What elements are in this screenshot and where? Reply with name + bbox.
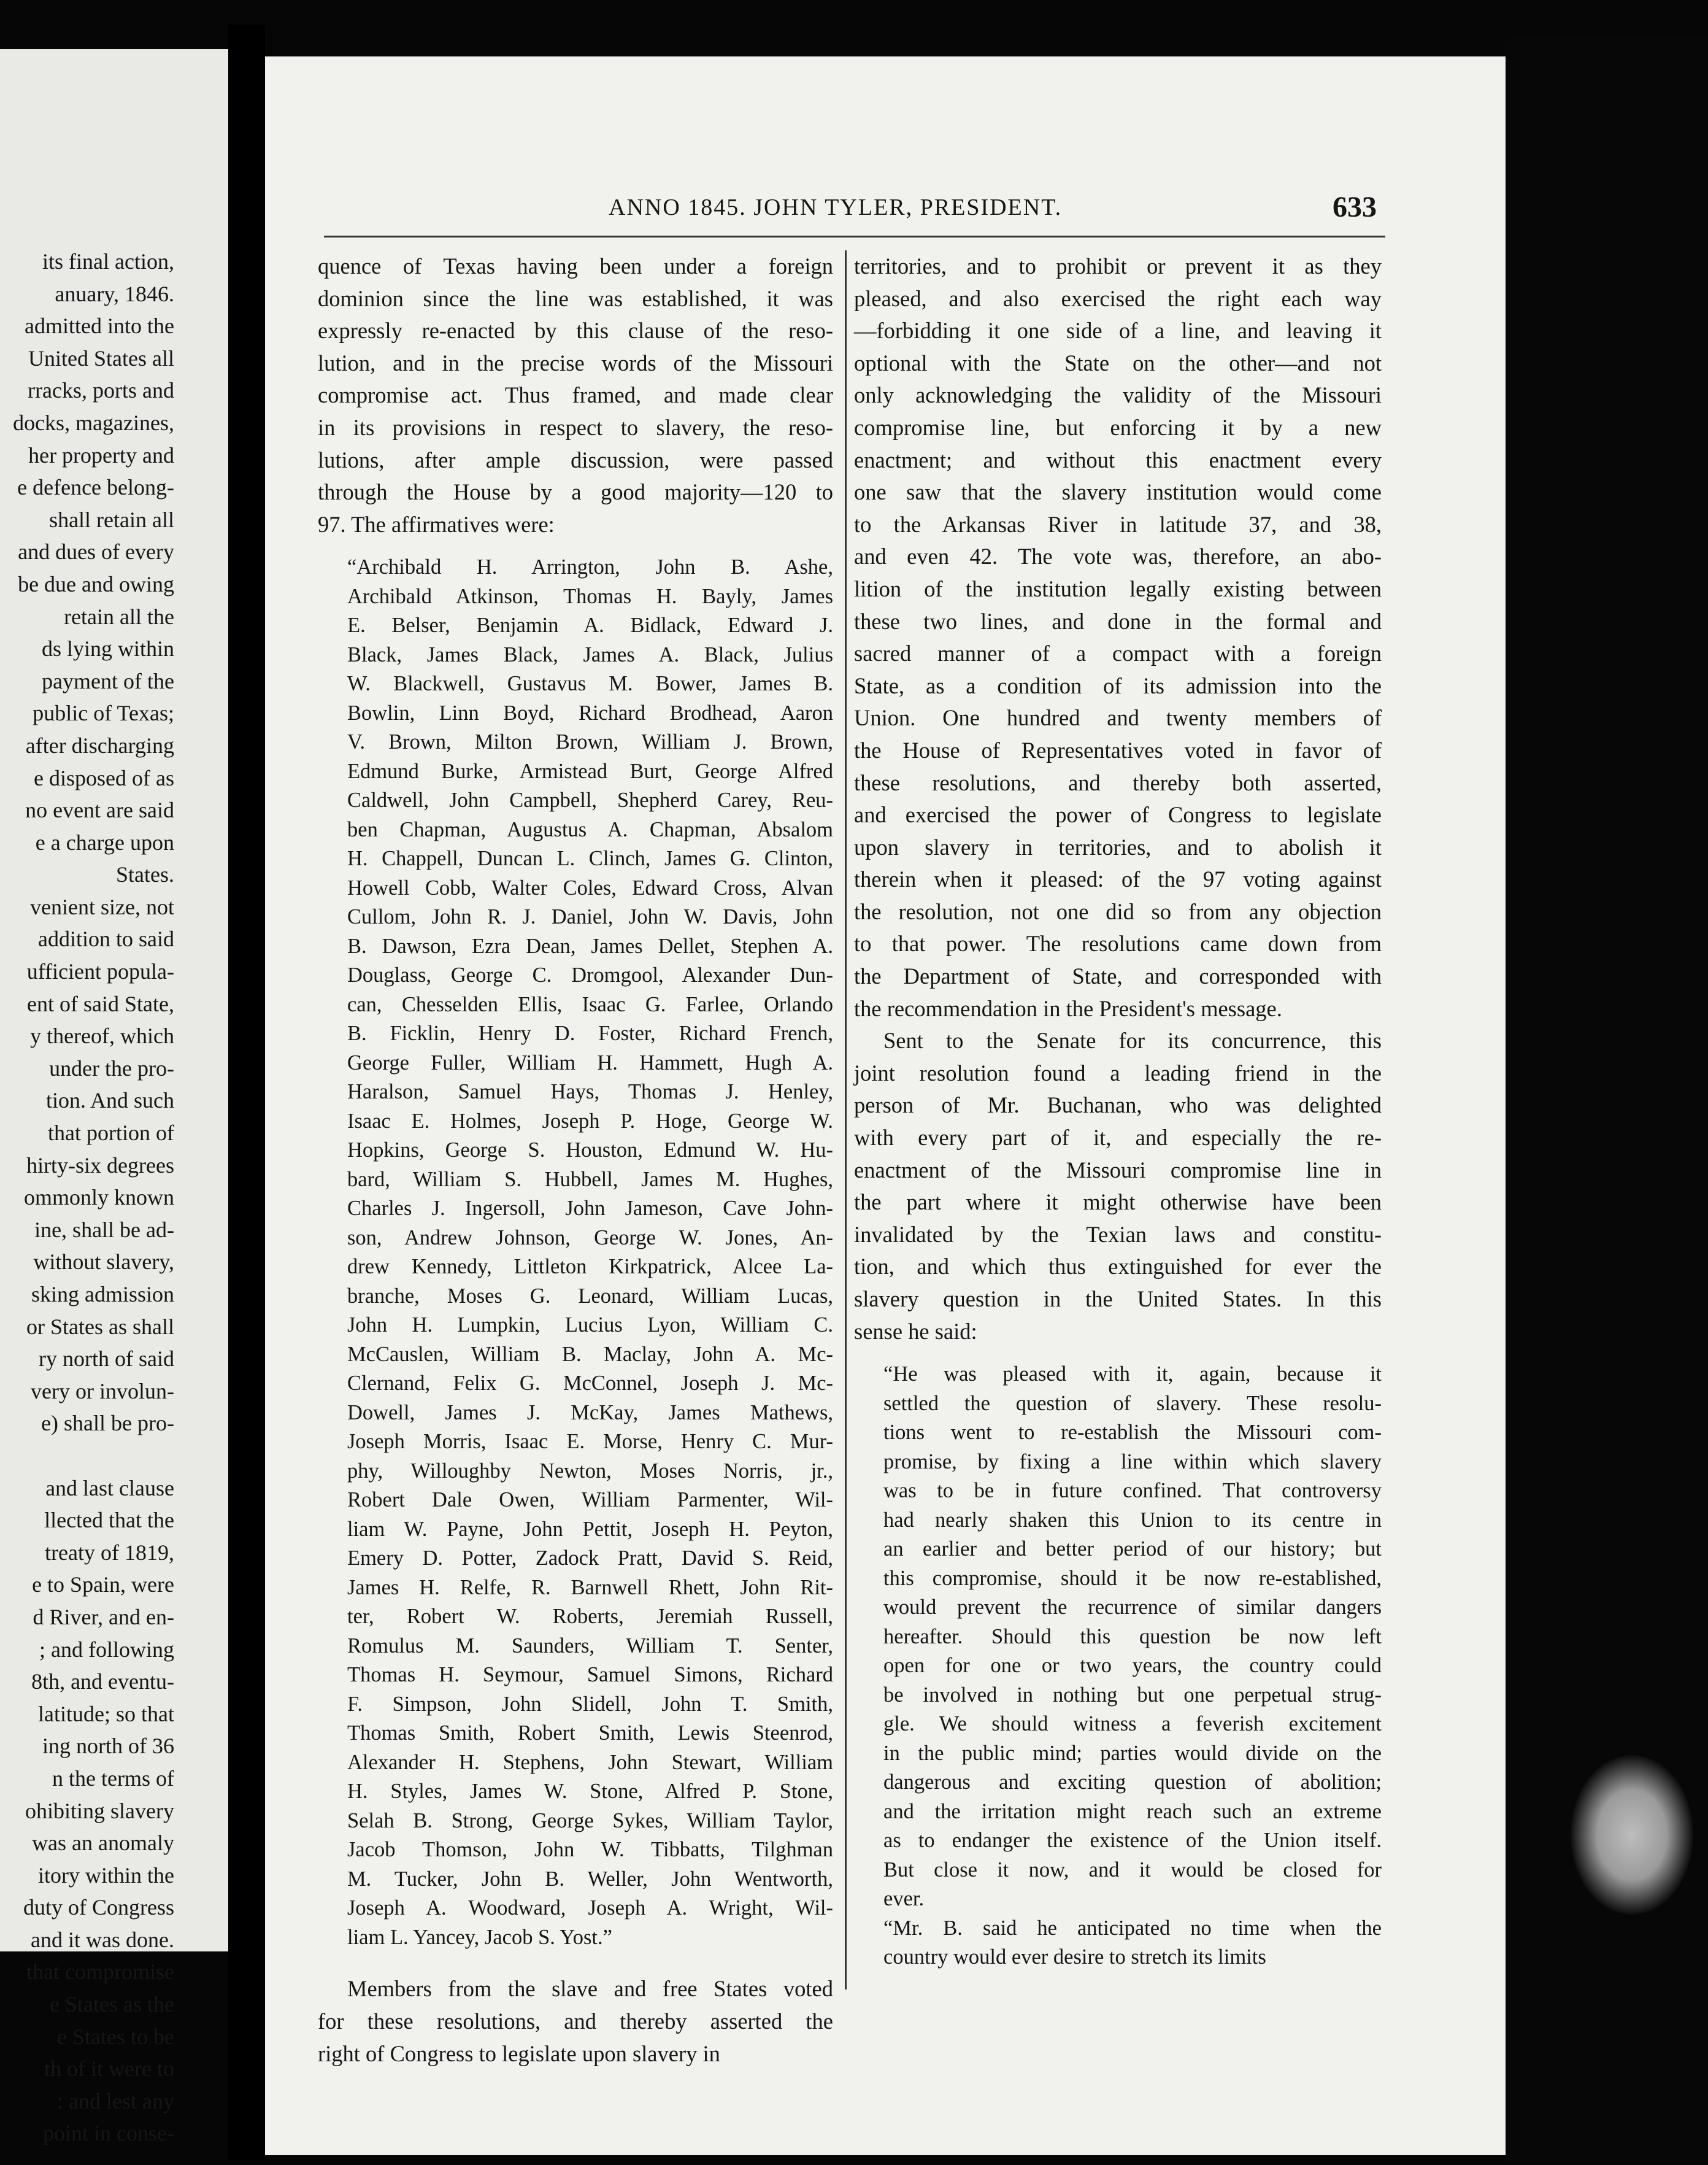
- text-line: through the House by a good majority—120 to: [318, 479, 833, 505]
- quote-line: But close it now, and it would be closed for: [883, 1858, 1382, 1881]
- facing-page-line: admitted into the: [25, 314, 174, 339]
- text-line: the resolution, not one did so from any objection: [854, 898, 1382, 924]
- text-line: right of Congress to legislate upon slavery in: [318, 2040, 720, 2066]
- facing-page-line: retain all the: [64, 604, 174, 629]
- name-list-line: Emery D. Potter, Zadock Pratt, David S. Reid,: [347, 1546, 833, 1570]
- name-list-line: Black, James Black, James A. Black, Julius: [347, 643, 833, 666]
- quote-line: “Mr. B. said he anticipated no time when the: [883, 1916, 1382, 1940]
- name-list-line: H. Chappell, Duncan L. Clinch, James G. Clinton,: [347, 847, 833, 871]
- facing-page-line: its final action,: [42, 249, 174, 274]
- name-list-line: W. Blackwell, Gustavus M. Bower, James B.: [347, 672, 833, 696]
- facing-page-line: and dues of every: [18, 539, 174, 565]
- facing-page-line: y thereof, which: [30, 1024, 174, 1049]
- text-line: in its provisions in respect to slavery, the reso-: [318, 414, 833, 440]
- facing-page-line: that portion of: [48, 1121, 174, 1146]
- quote-line: and the irritation might reach such an extreme: [883, 1799, 1382, 1823]
- name-list-line: James H. Relfe, R. Barnwell Rhett, John Rit-: [347, 1575, 833, 1599]
- facing-page-line: and last clause: [45, 1475, 174, 1500]
- quote-line: gle. We should witness a feverish excitement: [883, 1712, 1382, 1736]
- name-list-line: liam L. Yancey, Jacob S. Yost.”: [347, 1925, 612, 1949]
- facing-page-line: without slavery,: [33, 1249, 174, 1275]
- facing-page-line: e) shall be pro-: [41, 1411, 174, 1436]
- facing-page-line: docks, magazines,: [13, 410, 174, 435]
- facing-page-line: no event are said: [25, 798, 174, 823]
- name-list-line: Clernand, Felix G. McConnel, Joseph J. Mc-: [347, 1372, 833, 1395]
- quote-buchanan-continued: [854, 1914, 1382, 1972]
- facing-page-line: shall retain all: [49, 507, 174, 532]
- quote-line: in the public mind; parties would divide on the: [883, 1741, 1382, 1765]
- text-line: sacred manner of a compact with a foreign: [854, 641, 1382, 666]
- name-list-line: liam W. Payne, John Pettit, Joseph H. Peyton,: [347, 1517, 833, 1541]
- intro-paragraph: [318, 250, 833, 541]
- name-list-line: George Fuller, William H. Hammett, Hugh A.: [347, 1051, 833, 1075]
- name-list-line: B. Dawson, Ezra Dean, James Dellet, Stephen A.: [347, 934, 833, 958]
- text-line: and exercised the power of Congress to legislate: [854, 802, 1382, 828]
- page: [265, 56, 1506, 2155]
- name-list-line: Joseph Morris, Isaac E. Morse, Henry C. Mur-: [347, 1430, 833, 1454]
- name-list-line: Caldwell, John Campbell, Shepherd Carey, Reu-: [347, 789, 833, 812]
- quote-line: had nearly shaken this Union to its centre in: [883, 1508, 1382, 1532]
- name-list-line: Robert Dale Owen, William Parmenter, Wil-: [347, 1488, 833, 1512]
- facing-page-line: sking admission: [31, 1282, 174, 1306]
- affirmatives-list: [318, 553, 833, 1952]
- quote-line: promise, by fixing a line within which slavery: [883, 1449, 1382, 1473]
- text-line: optional with the State on the other—and not: [854, 350, 1382, 376]
- name-list-line: Joseph A. Woodward, Joseph A. Wright, Wil-: [347, 1896, 833, 1920]
- quote-line: settled the question of slavery. These resolu-: [883, 1391, 1382, 1415]
- facing-page-line: ent of said State,: [27, 991, 174, 1016]
- text-line: pleased, and also exercised the right each way: [854, 285, 1382, 311]
- book-gutter: [228, 25, 265, 2160]
- text-line: compromise act. Thus framed, and made clear: [318, 382, 833, 408]
- column-rule: [845, 250, 847, 1989]
- facing-page-line: llected that the: [44, 1508, 174, 1533]
- text-line: the Department of State, and corresponded with: [854, 963, 1382, 989]
- name-list-line: B. Ficklin, Henry D. Foster, Richard French,: [347, 1022, 833, 1046]
- name-list-line: Thomas H. Seymour, Samuel Simons, Richard: [347, 1663, 833, 1687]
- facing-page-line: ine, shall be ad-: [34, 1217, 174, 1242]
- name-list-line: Archibald Atkinson, Thomas H. Bayly, James: [347, 584, 833, 608]
- text-line: for these resolutions, and thereby asserted the: [318, 2008, 833, 2034]
- name-list-line: son, Andrew Johnson, George W. Jones, An-: [347, 1225, 833, 1249]
- facing-page-line: venient size, not: [30, 894, 174, 919]
- name-list-line: Isaac E. Holmes, Joseph P. Hoge, George W.: [347, 1109, 833, 1133]
- text-line: State, as a condition of its admission into the: [854, 673, 1382, 698]
- facing-page-line: rracks, ports and: [28, 378, 174, 403]
- facing-page-line: duty of Congress: [23, 1895, 174, 1920]
- quote-line: this compromise, should it be now re-established,: [883, 1566, 1382, 1590]
- text-line: one saw that the slavery institution would come: [854, 479, 1382, 505]
- facing-page-line: latitude; so that: [38, 1701, 174, 1726]
- right-column: [854, 250, 1382, 1972]
- facing-page-text: [0, 245, 174, 2150]
- left-column: [318, 250, 833, 2070]
- page-number: 633: [1333, 191, 1377, 223]
- facing-page-line: [0, 1440, 174, 1472]
- text-line: Sent to the Senate for its concurrence, this: [883, 1028, 1382, 1054]
- facing-page-line: e a charge upon: [35, 830, 174, 855]
- name-list-line: Thomas Smith, Robert Smith, Lewis Steenrod,: [347, 1721, 833, 1745]
- name-list-line: V. Brown, Milton Brown, William J. Brown,: [347, 730, 833, 754]
- name-list-line: Douglass, George C. Dromgool, Alexander Dun-: [347, 963, 833, 987]
- text-line: dominion since the line was established, it was: [318, 285, 833, 311]
- quote-line: “He was pleased with it, again, because it: [883, 1362, 1382, 1386]
- facing-page-line: payment of the: [42, 668, 174, 693]
- quote-line: open for one or two years, the country could: [883, 1654, 1382, 1678]
- name-list-line: E. Belser, Benjamin A. Bidlack, Edward J.: [347, 614, 833, 638]
- text-line: with every part of it, and especially the re-: [854, 1125, 1382, 1151]
- facing-page-line: was an anomaly: [32, 1831, 174, 1856]
- name-list-line: Bowlin, Linn Boyd, Richard Brodhead, Aaron: [347, 701, 833, 725]
- facing-page-line: e to Spain, were: [32, 1572, 174, 1597]
- facing-page-line: ufficient popula-: [26, 959, 174, 984]
- name-list-line: can, Chesselden Ellis, Isaac G. Farlee, Orlando: [347, 992, 833, 1016]
- name-list-line: Romulus M. Saunders, William T. Senter,: [347, 1634, 833, 1658]
- facing-page-line: point in conse-: [43, 2121, 174, 2146]
- name-list-line: “Archibald H. Arrington, John B. Ashe,: [347, 555, 833, 579]
- facing-page-line: under the pro-: [49, 1055, 174, 1081]
- name-list-line: Alexander H. Stephens, John Stewart, William: [347, 1750, 833, 1774]
- facing-page-line: and it was done.: [31, 1927, 174, 1952]
- paper-stain: [1571, 1755, 1693, 1915]
- text-line: person of Mr. Buchanan, who was delighted: [854, 1092, 1382, 1118]
- paragraph-senate: [854, 1025, 1382, 1348]
- text-line: Union. One hundred and twenty members of: [854, 705, 1382, 731]
- name-list-line: Dowell, James J. McKay, James Mathews,: [347, 1400, 833, 1424]
- text-line: quence of Texas having been under a foreign: [318, 253, 833, 279]
- text-line: therein when it pleased: of the 97 voting against: [854, 866, 1382, 892]
- name-list-line: ben Chapman, Augustus A. Chapman, Absalom: [347, 817, 833, 841]
- quote-buchanan: [854, 1360, 1382, 1914]
- text-line: enactment of the Missouri compromise line in: [854, 1157, 1382, 1183]
- name-list-line: Cullom, John R. J. Daniel, John W. Davis, John: [347, 905, 833, 929]
- text-line: upon slavery in territories, and to abolish it: [854, 834, 1382, 860]
- name-list-line: Hopkins, George S. Houston, Edmund W. Hu-: [347, 1138, 833, 1162]
- name-list-line: Selah B. Strong, George Sykes, William Taylor,: [347, 1808, 833, 1832]
- text-line: sense he said:: [854, 1318, 977, 1344]
- name-list-line: branche, Moses G. Leonard, William Lucas,: [347, 1284, 833, 1308]
- text-line: —forbidding it one side of a line, and leaving it: [854, 318, 1382, 344]
- facing-page-line: tion. And such: [45, 1088, 174, 1113]
- facing-page-line: United States all: [28, 345, 174, 371]
- closing-paragraph: [318, 1973, 833, 2070]
- page-header: [265, 190, 1506, 233]
- quote-line: be involved in nothing but one perpetual strug-: [883, 1683, 1382, 1707]
- name-list-line: Howell Cobb, Walter Coles, Edward Cross, Alvan: [347, 876, 833, 900]
- text-line: lution, and in the precise words of the Missouri: [318, 350, 833, 376]
- text-line: enactment; and without this enactment every: [854, 447, 1382, 473]
- name-list-line: ter, Robert W. Roberts, Jeremiah Russell,: [347, 1605, 833, 1629]
- quote-line: ever.: [883, 1887, 925, 1911]
- facing-page-line: or States as shall: [26, 1314, 174, 1339]
- quote-line: country would ever desire to stretch its limits: [883, 1945, 1266, 1969]
- name-list-line: Edmund Burke, Armistead Burt, George Alfred: [347, 759, 833, 783]
- facing-page-line: itory within the: [38, 1862, 174, 1888]
- quote-line: an earlier and better period of our history; but: [883, 1537, 1382, 1561]
- text-line: Members from the slave and free States voted: [347, 1976, 833, 2002]
- facing-page-line: ing north of 36: [42, 1734, 174, 1759]
- text-line: invalidated by the Texian laws and constitu-: [854, 1221, 1382, 1247]
- facing-page-line: ; and following: [39, 1637, 174, 1662]
- facing-page-line: 8th, and eventu-: [31, 1669, 174, 1694]
- text-line: lition of the institution legally existing between: [854, 576, 1382, 601]
- facing-page-line: very or involun-: [31, 1378, 174, 1403]
- paragraph-vote: [854, 250, 1382, 1025]
- facing-page-line: ds lying within: [41, 636, 174, 662]
- quote-line: tions went to re-establish the Missouri com-: [883, 1421, 1382, 1445]
- facing-page-line: ommonly known: [23, 1185, 174, 1210]
- text-line: tion, and which thus extinguished for ever the: [854, 1254, 1382, 1279]
- running-head: ANNO 1845. JOHN TYLER, PRESIDENT.: [609, 195, 1063, 220]
- text-line: to that power. The resolutions came down from: [854, 931, 1382, 957]
- facing-page-line: be due and owing: [18, 571, 174, 596]
- text-line: to the Arkansas River in latitude 37, and 38,: [854, 511, 1382, 537]
- facing-page-line: hirty-six degrees: [26, 1152, 174, 1178]
- text-line: these two lines, and done in the formal and: [854, 608, 1382, 634]
- name-list-line: Haralson, Samuel Hays, Thomas J. Henley,: [347, 1080, 833, 1104]
- quote-line: was to be in future confined. That controversy: [883, 1479, 1382, 1503]
- facing-page-line: ry north of said: [39, 1346, 174, 1372]
- name-list-line: phy, Willoughby Newton, Moses Norris, jr.,: [347, 1459, 833, 1483]
- name-list-line: bard, William S. Hubbell, James M. Hughes,: [347, 1167, 833, 1191]
- text-line: slavery question in the United States. In this: [854, 1286, 1382, 1311]
- name-list-line: M. Tucker, John B. Weller, John Wentworth,: [347, 1867, 833, 1891]
- facing-page-line: th of it were to: [44, 2056, 174, 2082]
- facing-page-line: public of Texas;: [33, 701, 174, 726]
- name-list-line: McCauslen, William B. Maclay, John A. Mc-: [347, 1342, 833, 1366]
- facing-page-line: treaty of 1819,: [45, 1540, 174, 1565]
- text-line: the House of Representatives voted in favor of: [854, 737, 1382, 763]
- text-line: expressly re-enacted by this clause of the reso-: [318, 318, 833, 344]
- name-list-line: Charles J. Ingersoll, John Jameson, Cave John-: [347, 1197, 833, 1221]
- facing-page-line: : and lest any: [57, 2088, 174, 2113]
- text-line: these resolutions, and thereby both asserted,: [854, 770, 1382, 795]
- facing-page-line: addition to said: [38, 927, 174, 952]
- text-line: 97. The affirmatives were:: [318, 511, 555, 537]
- quote-line: would prevent the recurrence of similar dangers: [883, 1596, 1382, 1619]
- facing-page-line: e States as the: [50, 1992, 174, 2017]
- text-line: and even 42. The vote was, therefore, an abo-: [854, 544, 1382, 569]
- quote-line: as to endanger the existence of the Union itself.: [883, 1829, 1382, 1853]
- quote-line: dangerous and exciting question of abolition;: [883, 1770, 1382, 1794]
- header-rule: [324, 236, 1385, 237]
- facing-page-line: e disposed of as: [34, 765, 174, 790]
- name-list-line: H. Styles, James W. Stone, Alfred P. Stone,: [347, 1780, 833, 1804]
- name-list-line: F. Simpson, John Slidell, John T. Smith,: [347, 1692, 833, 1716]
- facing-page-line: States.: [116, 862, 174, 887]
- facing-page-line: ohibiting slavery: [25, 1798, 174, 1823]
- text-line: territories, and to prohibit or prevent it as they: [854, 253, 1382, 279]
- text-line: only acknowledging the validity of the Missouri: [854, 382, 1382, 408]
- facing-page-fragment: [0, 49, 228, 2146]
- text-line: the recommendation in the President's message.: [854, 995, 1282, 1021]
- facing-page-line: her property and: [28, 442, 174, 468]
- text-line: joint resolution found a leading friend in the: [854, 1060, 1382, 1086]
- facing-page-line: anuary, 1846.: [55, 281, 174, 306]
- facing-page-line: e defence belong-: [17, 475, 174, 500]
- facing-page-line: e States to be: [57, 2024, 174, 2049]
- facing-page-line: d River, and en-: [33, 1604, 174, 1629]
- quote-line: hereafter. Should this question be now left: [883, 1624, 1382, 1648]
- name-list-line: John H. Lumpkin, Lucius Lyon, William C.: [347, 1313, 833, 1337]
- name-list-line: Jacob Thomson, John W. Tibbatts, Tilghman: [347, 1838, 833, 1862]
- facing-page-line: that compromise: [26, 1959, 174, 1985]
- text-line: lutions, after ample discussion, were passed: [318, 447, 833, 473]
- text-line: compromise line, but enforcing it by a new: [854, 414, 1382, 440]
- facing-page-line: n the terms of: [52, 1766, 174, 1791]
- facing-page-line: after discharging: [25, 733, 174, 758]
- name-list-line: drew Kennedy, Littleton Kirkpatrick, Alcee La-: [347, 1255, 833, 1279]
- text-line: the part where it might otherwise have been: [854, 1189, 1382, 1215]
